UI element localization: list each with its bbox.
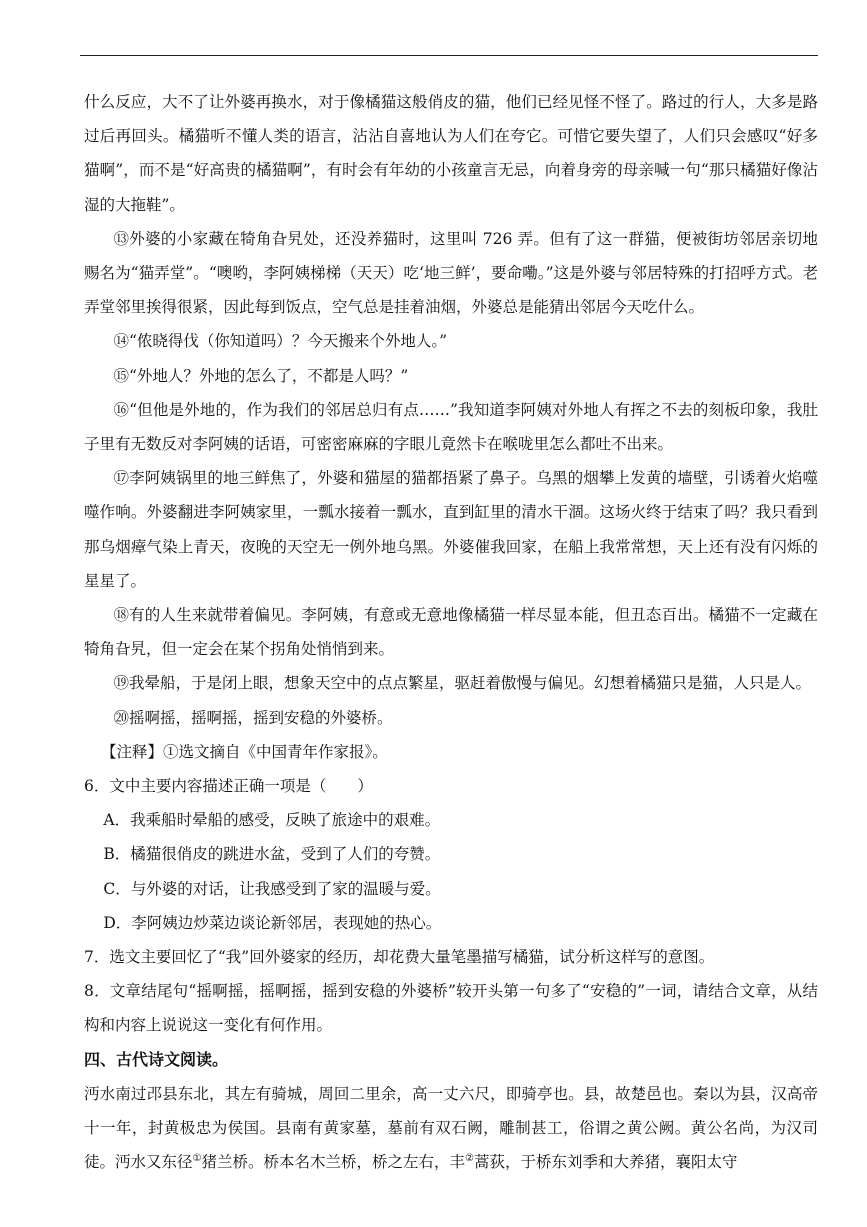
footnote-marker-1: ① (192, 1153, 202, 1165)
passage-paragraph-continued: 什么反应，大不了让外婆再换水，对于像橘猫这般俏皮的猫，他们已经见怪不怪了。路过的行人，大多是路过后再回头。橘猫听不懂人类的语言，沾沾自喜地认为人们在夸它。可惜它要失望了，人们只会感叹“好多猫啊”，而不是“好高贵的橘猫啊”，有时会有年幼的小孩童言无忌，向着身旁的母亲喊一句“那只橘猫好像沾湿的大拖鞋”。 (84, 93, 818, 214)
passage-paragraph-15: ⑮“外地人？外地的怎么了，不都是人吗？” (113, 366, 409, 385)
passage-paragraph-19: ⑲我晕船，于是闭上眼，想象天空中的点点繁星，驱赶着傲慢与偏见。幻想着橘猫只是猫，人只是人。 (113, 674, 811, 693)
question-6-option-d: D．李阿姨边炒菜边谈论新邻居，表现她的热心。 (103, 913, 442, 932)
section-4-text-2: 猪兰桥。桥本名木兰桥，桥之左右，丰 (201, 1153, 465, 1172)
section-4-text-1: 沔水南过邔县东北，其左有骑城，周回二里余，高一丈六尺，即骑亭也。县，故楚邑也。秦以为县，汉高帝十一年，封黄极忠为侯国。县南有黄家墓，墓前有双石阙，雕制甚工，俗谓之黄公阙。黄公名尚，为汉司徒。沔水又东径 (84, 1084, 818, 1172)
question-7: 7．选文主要回忆了“我”回外婆家的经历，却花费大量笔墨描写橘猫，试分析这样写的意图。 (84, 948, 715, 967)
passage-note: 【注释】①选文摘自《中国青年作家报》。 (101, 742, 388, 761)
passage-paragraph-18: ⑱有的人生来就带着偏见。李阿姨，有意或无意地像橘猫一样尽显本能，但丑态百出。橘猫不一定藏在犄角旮旯，但一定会在某个拐角处悄悄到来。 (84, 606, 818, 659)
section-4-passage (84, 1077, 818, 1180)
question-6-option-a: A．我乘船时晕船的感受，反映了旅途中的艰难。 (103, 811, 441, 830)
header-rule (80, 55, 818, 56)
footnote-marker-2: ② (465, 1153, 474, 1165)
section-4-heading: 四、古代诗文阅读。 (84, 1049, 229, 1069)
document-page (84, 85, 818, 1180)
passage-paragraph-13: ⑬外婆的小家藏在犄角旮旯处，还没养猫时，这里叫 726 弄。但有了这一群猫，便被街坊邻居亲切地赐名为“猫弄堂”。“噢哟，李阿姨梯梯（天天）吃‘地三鲜’，要命嘞。”这是外婆与邻居特殊的打招呼方式。老弄堂邻里挨得很紧，因此每到饭点，空气总是挂着油烟，外婆总是能猜出邻居今天吃什么。 (84, 229, 818, 317)
section-4-text-3: 蒿荻，于桥东刘季和大养猪，襄阳太守 (473, 1153, 738, 1172)
question-6-option-b: B．橘猫很俏皮的跳进水盆，受到了人们的夸赞。 (103, 845, 441, 864)
question-6-option-c: C．与外婆的对话，让我感受到了家的温暖与爱。 (103, 879, 441, 898)
passage-paragraph-14: ⑭“侬晓得伐（你知道吗）？今天搬来个外地人。” (113, 332, 448, 351)
question-8: 8．文章结尾句“摇啊摇，摇啊摇，摇到安稳的外婆桥”较开头第一句多了“安稳的”一词，请结合文章，从结构和内容上说说这一变化有何作用。 (84, 982, 818, 1035)
passage-paragraph-20: ⑳摇啊摇，摇啊摇，摇到安稳的外婆桥。 (113, 708, 393, 727)
passage-paragraph-17: ⑰李阿姨锅里的地三鲜焦了，外婆和猫屋的猫都捂紧了鼻子。乌黑的烟攀上发黄的墙壁，引诱着火焰噬噬作响。外婆翻进李阿姨家里，一瓢水接着一瓢水，直到缸里的清水干涸。这场火终于结束了吗？我只看到那乌烟瘴气染上青天，夜晚的天空无一例外地乌黑。外婆催我回家，在船上我常常想，天上还有没有闪烁的星星了。 (84, 469, 818, 590)
passage-paragraph-16: ⑯“但他是外地的，作为我们的邻居总归有点……”我知道李阿姨对外地人有挥之不去的刻板印象，我肚子里有无数反对李阿姨的话语，可密密麻麻的字眼儿竟然卡在喉咙里怎么都吐不出来。 (84, 400, 818, 454)
question-6: 6．文中主要内容描述正确一项是（ ） (84, 777, 373, 796)
